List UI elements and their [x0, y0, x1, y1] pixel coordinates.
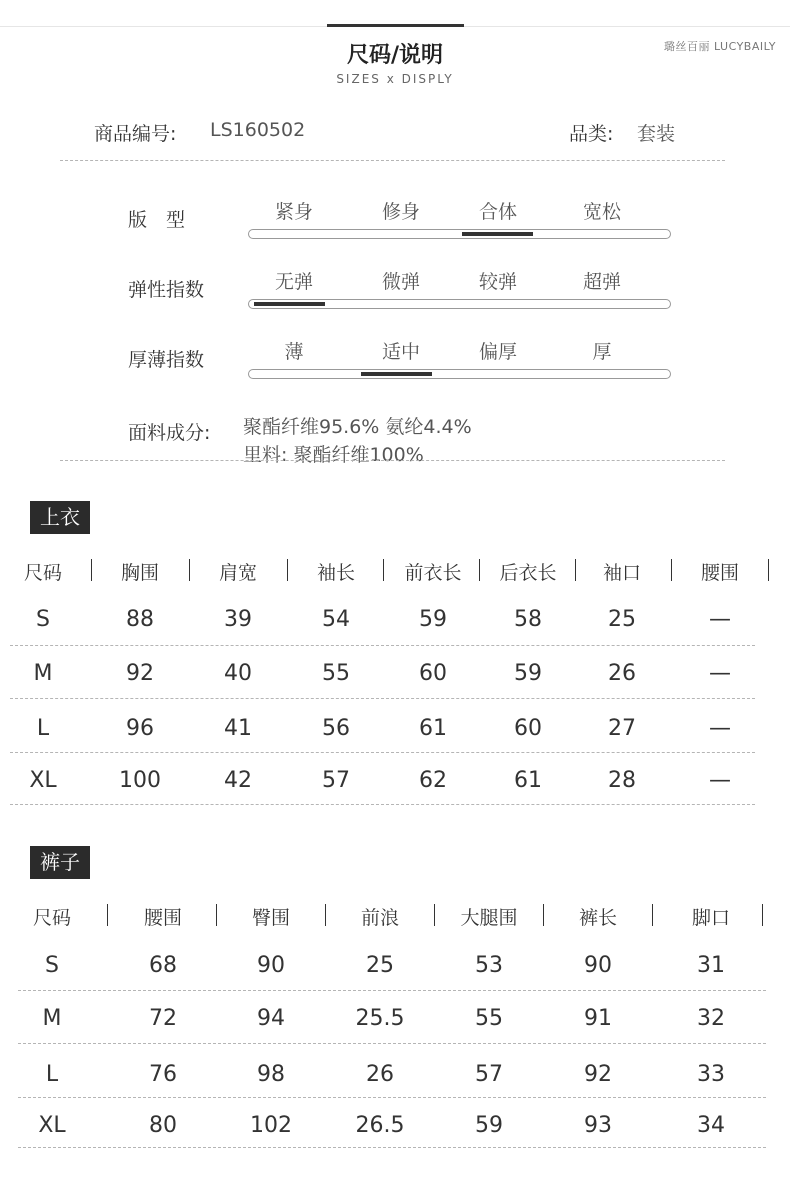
column-separator [383, 559, 384, 581]
table-cell: — [709, 607, 731, 632]
table-cell: 26 [608, 661, 636, 686]
scale-option: 适中 [381, 341, 420, 363]
column-header: 腰围 [143, 907, 182, 929]
scale-option: 厚 [592, 341, 612, 363]
column-header: 胸围 [120, 562, 159, 584]
column-header: 袖长 [316, 562, 355, 584]
table-cell: 57 [322, 768, 350, 793]
row-divider [10, 804, 755, 805]
table-cell: 60 [514, 716, 542, 741]
table-cell: 26 [366, 1062, 394, 1087]
row-divider [18, 1043, 766, 1044]
column-header: 臀围 [251, 907, 290, 929]
column-separator [762, 904, 763, 926]
row-divider [18, 1097, 766, 1098]
scale-option: 修身 [381, 201, 420, 223]
table-cell: 61 [514, 768, 542, 793]
table-cell: 92 [584, 1062, 612, 1087]
table-cell: 72 [149, 1006, 177, 1031]
column-separator [671, 559, 672, 581]
table-cell: 60 [419, 661, 447, 686]
fabric-divider [60, 460, 725, 461]
table-cell: 59 [514, 661, 542, 686]
table-cell: M [42, 1006, 62, 1031]
table-cell: 59 [419, 607, 447, 632]
page-subtitle: SIZES x DISPLY [336, 72, 454, 86]
scale-label: 版 型 [128, 209, 186, 231]
table-cell: 88 [126, 607, 154, 632]
table-cell: 80 [149, 1113, 177, 1138]
row-divider [18, 1147, 766, 1148]
table-cell: — [709, 661, 731, 686]
column-header: 后衣长 [499, 562, 557, 584]
table-cell: L [45, 1062, 59, 1087]
brand-name: 璐丝百丽 LUCYBAILY [663, 40, 776, 53]
table-cell: 98 [257, 1062, 285, 1087]
column-separator [768, 559, 769, 581]
column-header: 大腿围 [460, 907, 518, 929]
column-header: 尺码 [32, 907, 71, 929]
table-cell: M [33, 661, 53, 686]
table-cell: XL [29, 768, 57, 793]
scale-selected-marker [361, 372, 432, 376]
scale-option: 较弹 [478, 271, 517, 293]
scale-selected-marker [254, 302, 325, 306]
top-section-tag: 上衣 [30, 501, 90, 534]
table-cell: 56 [322, 716, 350, 741]
column-separator [287, 559, 288, 581]
table-cell: 96 [126, 716, 154, 741]
table-cell: 57 [475, 1062, 503, 1087]
column-header: 袖口 [602, 562, 641, 584]
column-header: 脚口 [691, 907, 730, 929]
column-separator [652, 904, 653, 926]
column-header: 裤长 [578, 907, 617, 929]
table-cell: XL [38, 1113, 66, 1138]
table-cell: 25.5 [355, 1006, 405, 1031]
scale-option: 紧身 [274, 201, 313, 223]
page-title: 尺码/说明 [346, 43, 444, 68]
scale-label: 厚薄指数 [128, 349, 205, 371]
table-cell: 62 [419, 768, 447, 793]
column-separator [189, 559, 190, 581]
scale-option: 无弹 [274, 271, 313, 293]
table-cell: 41 [224, 716, 252, 741]
row-divider [10, 698, 755, 699]
table-cell: 92 [126, 661, 154, 686]
column-separator [91, 559, 92, 581]
scale-option: 偏厚 [478, 341, 517, 363]
fabric-label: 面料成分: [128, 422, 211, 444]
table-cell: 102 [250, 1113, 292, 1138]
table-cell: L [36, 716, 50, 741]
column-header: 前浪 [360, 907, 399, 929]
column-separator [325, 904, 326, 926]
column-separator [575, 559, 576, 581]
table-cell: 25 [608, 607, 636, 632]
lining-composition: 里料: 聚酯纤维100% [243, 444, 424, 466]
table-cell: S [36, 607, 50, 632]
row-divider [18, 990, 766, 991]
table-cell: 91 [584, 1006, 612, 1031]
table-cell: 55 [475, 1006, 503, 1031]
table-cell: — [709, 768, 731, 793]
table-cell: 33 [697, 1062, 725, 1087]
table-cell: 25 [366, 953, 394, 978]
table-cell: 31 [697, 953, 725, 978]
table-cell: 54 [322, 607, 350, 632]
column-separator [216, 904, 217, 926]
table-cell: 39 [224, 607, 252, 632]
product-code-label: 商品编号: [94, 123, 177, 145]
table-cell: 32 [697, 1006, 725, 1031]
scale-track [248, 229, 671, 239]
column-header: 肩宽 [218, 562, 257, 584]
row-divider [10, 752, 755, 753]
column-header: 前衣长 [404, 562, 462, 584]
scale-option: 宽松 [582, 201, 621, 223]
scale-track [248, 369, 671, 379]
scale-selected-marker [462, 232, 533, 236]
header-accent-bar [327, 24, 464, 27]
column-header: 腰围 [700, 562, 739, 584]
column-separator [479, 559, 480, 581]
scale-option: 合体 [478, 201, 517, 223]
table-cell: 61 [419, 716, 447, 741]
table-cell: 27 [608, 716, 636, 741]
table-cell: 76 [149, 1062, 177, 1087]
category-value: 套装 [637, 123, 676, 145]
table-cell: 90 [584, 953, 612, 978]
scale-option: 微弹 [381, 271, 420, 293]
column-separator [434, 904, 435, 926]
product-code-value: LS160502 [210, 119, 306, 141]
table-cell: 90 [257, 953, 285, 978]
scale-label: 弹性指数 [128, 279, 205, 301]
table-cell: 28 [608, 768, 636, 793]
fabric-composition: 聚酯纤维95.6% 氨纶4.4% [243, 416, 472, 438]
info-divider [60, 160, 725, 161]
pants-section-tag: 裤子 [30, 846, 90, 879]
table-cell: 100 [119, 768, 161, 793]
table-cell: 55 [322, 661, 350, 686]
table-cell: 34 [697, 1113, 725, 1138]
table-cell: — [709, 716, 731, 741]
column-separator [543, 904, 544, 926]
scale-option: 薄 [284, 341, 304, 363]
scale-option: 超弹 [582, 271, 621, 293]
table-cell: 53 [475, 953, 503, 978]
table-cell: 94 [257, 1006, 285, 1031]
column-header: 尺码 [23, 562, 62, 584]
table-cell: 26.5 [355, 1113, 405, 1138]
table-cell: 93 [584, 1113, 612, 1138]
category-label: 品类: [569, 123, 614, 145]
table-cell: 40 [224, 661, 252, 686]
table-cell: 42 [224, 768, 252, 793]
table-cell: 58 [514, 607, 542, 632]
table-cell: S [45, 953, 59, 978]
table-cell: 59 [475, 1113, 503, 1138]
column-separator [107, 904, 108, 926]
row-divider [10, 645, 755, 646]
table-cell: 68 [149, 953, 177, 978]
